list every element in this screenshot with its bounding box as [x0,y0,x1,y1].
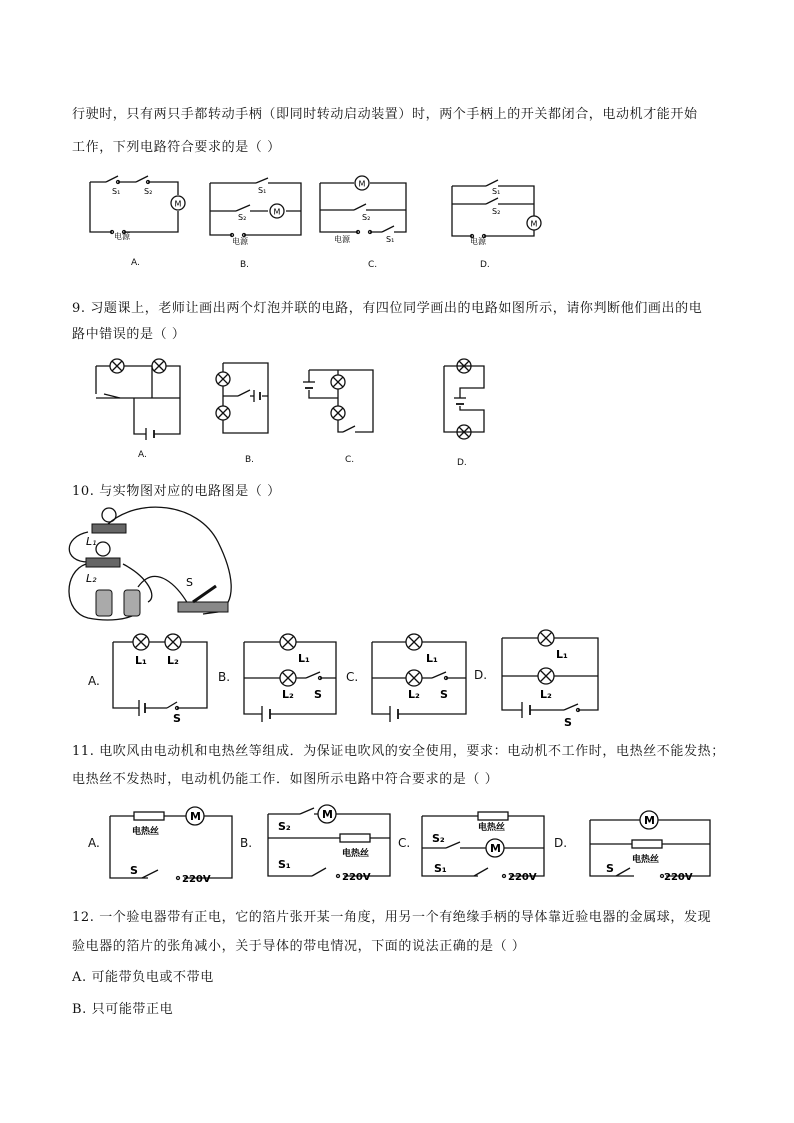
q8-circuit-b [208,178,308,248]
q10b-l1-label: L₁ [298,652,310,665]
q8d-source-label: 电源 [470,237,486,246]
q8c-s2-label: S₂ [362,213,371,222]
q10b-l2-label: L₂ [282,688,294,701]
q11a-voltage-label: 220V [182,874,211,885]
q11b-s2-label: S₂ [278,820,291,833]
q9-option-a: A. [138,450,147,460]
q12-choice-a: A. 可能带负电或不带电 [72,970,214,985]
q10-text-line1: 10. 与实物图对应的电路图是（ ） [72,484,281,499]
q8a-s2-label: S₂ [144,187,153,196]
q8-option-d: D. [480,260,490,270]
q11-option-a: A. [88,836,100,850]
q8c-s1-label: S₁ [386,235,395,244]
q10c-l1-label: L₁ [426,652,438,665]
q8-option-c: C. [368,260,378,270]
q11a-s-label: S [130,864,138,877]
q11-circuit-d [586,806,716,886]
q11a-motor-label: M [190,810,201,823]
q9-circuit-b [216,358,286,438]
q11c-s2-label: S₂ [432,832,445,845]
q11-text-line1: 11. 电吹风由电动机和电热丝等组成．为保证电吹风的安全使用，要求：电动机不工作时，电热丝不能发热； [72,744,725,759]
q8d-s1-label: S₁ [492,187,501,196]
q8c-motor-label: M [358,179,366,189]
q8-text-line1: 行驶时，只有两只手都转动手柄（即同时转动启动装置）时，两个手柄上的开关都闭合，电动机才能开始 [72,107,698,122]
q11c-voltage-label: 220V [508,872,537,883]
q11d-motor-label: M [644,814,655,827]
q9-text-line1: 9. 习题课上，老师让画出两个灯泡并联的电路，有四位同学画出的电路如图所示，请你判断他们画出的电 [72,301,703,316]
q10a-l1-label: L₁ [135,654,147,667]
q11c-motor-label: M [490,842,501,855]
q11-circuit-c [418,806,548,886]
q12-choice-b: B. 只可能带正电 [72,1002,174,1017]
q10-physical-diagram [68,502,238,632]
q11-circuit-a [106,806,236,885]
q10-option-b: B. [218,670,231,684]
q9-circuit-d [440,360,500,445]
q10-circuit-d [498,630,608,729]
q8-text-line2: 工作，下列电路符合要求的是（ ） [72,140,281,155]
q11-option-d: D. [554,836,568,850]
q9-circuit-a [94,356,194,441]
q10b-s-label: S [314,688,322,701]
q9-option-c: C. [345,455,355,465]
q11-option-c: C. [398,836,411,850]
q11-option-b: B. [240,836,253,850]
q11d-heater-label: 电热丝 [632,855,660,865]
q8d-s2-label: S₂ [492,207,501,216]
q10-phys-s-label: S [186,576,193,589]
q8d-motor-label: M [530,219,538,229]
q11d-voltage-label: 220V [664,872,693,883]
q10-phys-l2-label: L₂ [86,572,97,585]
q10-option-a: A. [88,674,100,688]
q11a-heater-label: 电热丝 [132,827,160,837]
q8-option-a: A. [131,258,140,268]
q11b-motor-label: M [322,808,333,821]
q10-circuit-b [240,638,350,723]
q10-circuit-c [368,638,478,723]
q10-circuit-a [111,634,221,725]
q12-text-line1: 12. 一个验电器带有正电，它的箔片张开某一角度，用另一个有绝缘手柄的导体靠近验电器的金属球，发现 [72,910,712,925]
q10c-s-label: S [440,688,448,701]
q9-circuit-c [305,364,380,439]
q11b-heater-label: 电热丝 [342,849,370,859]
q10-option-c: C. [346,670,359,684]
q8b-motor-label: M [273,207,281,217]
q10d-l2-label: L₂ [540,688,552,701]
q10d-s-label: S [564,716,572,729]
q10a-l2-label: L₂ [167,654,179,667]
q11c-heater-label: 电热丝 [478,823,506,833]
q8-circuit-d [450,178,550,248]
q8b-s2-label: S₂ [238,213,247,222]
q8a-s1-label: S₁ [112,187,121,196]
q8b-source-label: 电源 [232,237,248,246]
q8-circuit-a [88,172,188,242]
q8a-motor-label: M [174,199,182,209]
q11b-voltage-label: 220V [342,872,371,883]
q8a-source-label: 电源 [114,232,130,241]
q10-phys-l1-label: L₁ [86,535,97,548]
q8c-source-label: 电源 [334,235,350,244]
q9-option-d: D. [457,458,467,468]
q10-option-d: D. [474,668,488,682]
q11d-s-label: S [606,862,614,875]
q8b-s1-label: S₁ [258,186,267,195]
q9-text-line2: 路中错误的是（ ） [72,327,186,342]
q11-text-line2: 电热丝不发热时，电动机仍能工作．如图所示电路中符合要求的是（ ） [72,772,499,787]
q10c-l2-label: L₂ [408,688,420,701]
q11b-s1-label: S₁ [278,858,291,871]
q9-option-b: B. [245,455,255,465]
q11-circuit-b [264,800,394,883]
q12-text-line2: 验电器的箔片的张角减小，关于导体的带电情况，下面的说法正确的是（ ） [72,939,526,954]
q10a-s-label: S [173,712,181,725]
q11c-s1-label: S₁ [434,862,447,875]
q8-option-b: B. [240,260,250,270]
q8-circuit-c [318,176,418,246]
q10d-l1-label: L₁ [556,648,568,661]
